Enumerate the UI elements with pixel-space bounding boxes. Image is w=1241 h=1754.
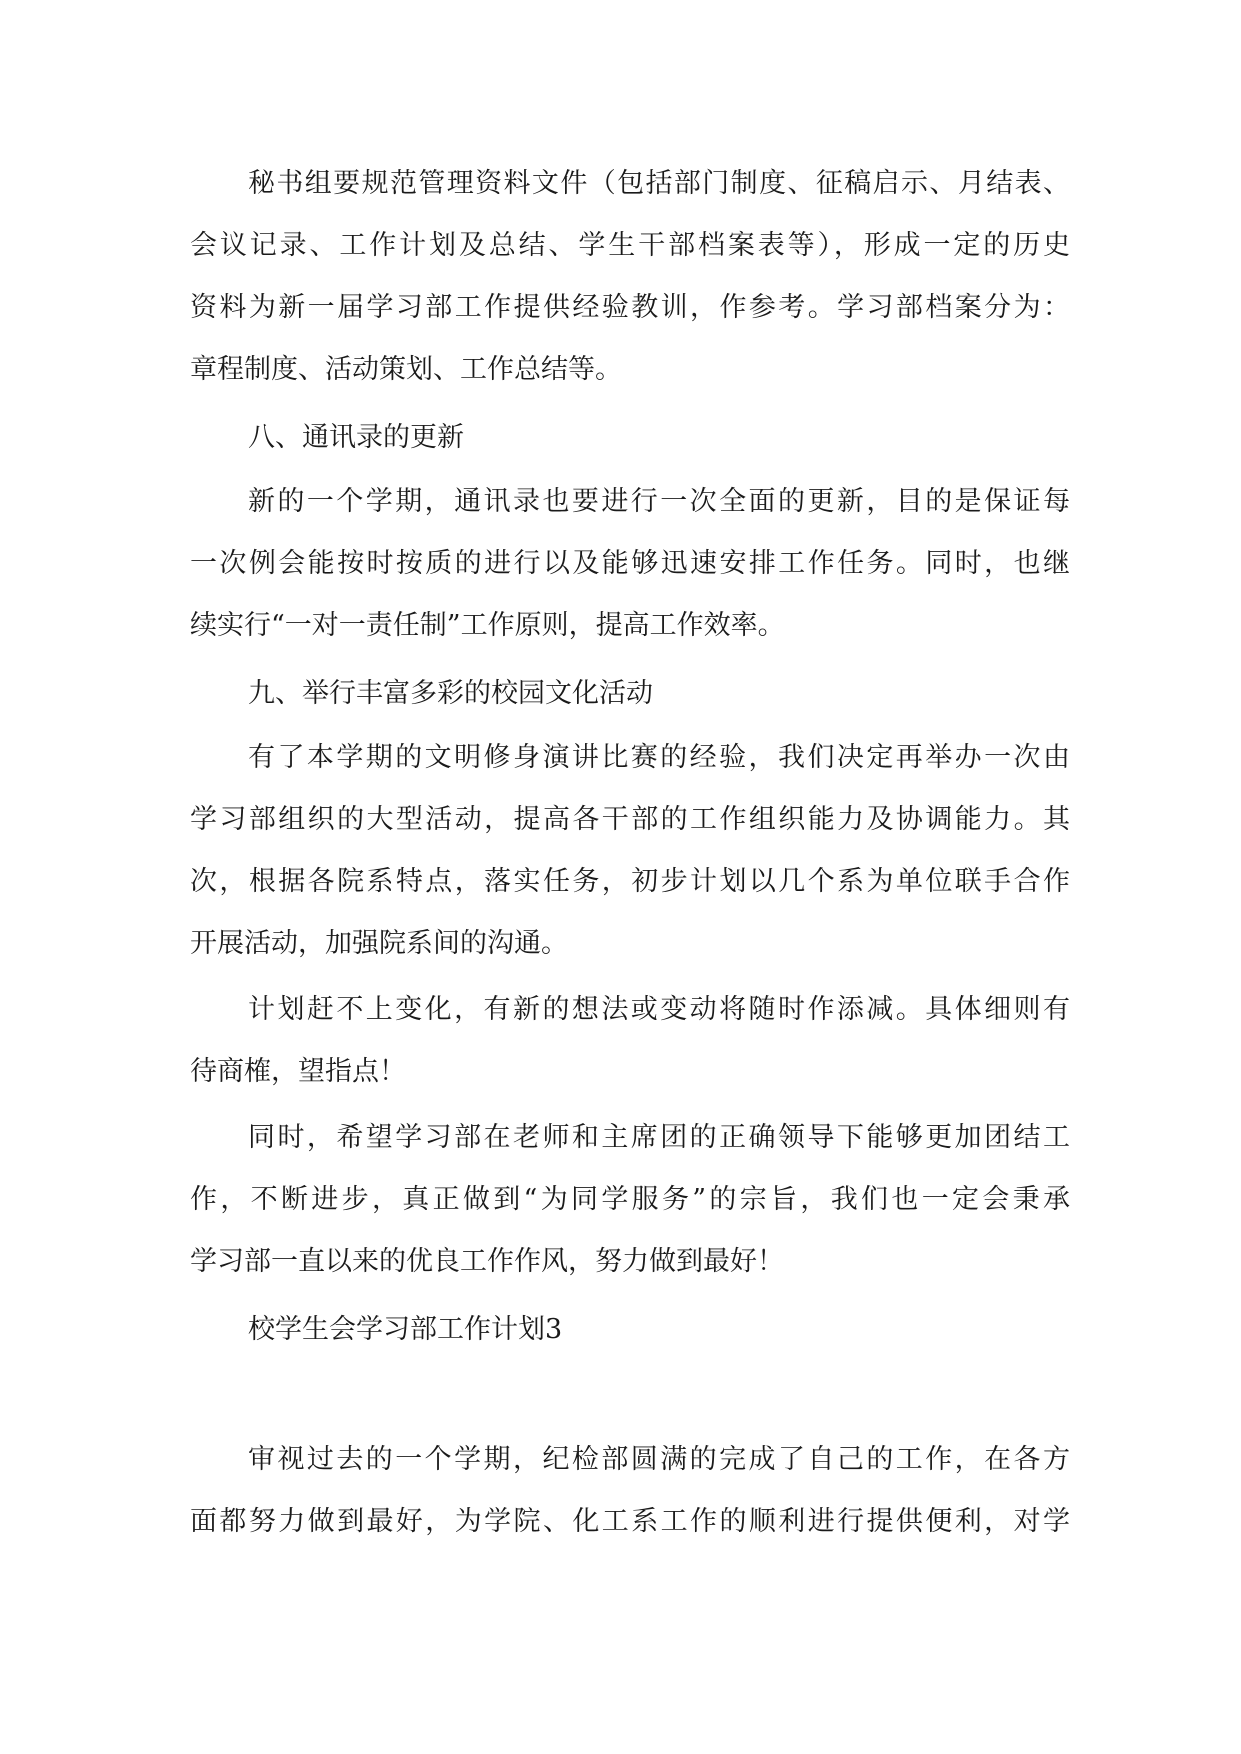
paragraph-review-line-2: 面都努力做到最好，为学院、化工系工作的顺利进行提供便利，对学 <box>190 1506 1070 1537</box>
paragraph-review-line-1: 审视过去的一个学期，纪检部圆满的完成了自己的工作，在各方 <box>248 1444 1070 1475</box>
paragraph-hope-line-1: 同时，希望学习部在老师和主席团的正确领导下能够更加团结工 <box>248 1122 1070 1153</box>
paragraph-hope-line-3: 学习部一直以来的优良工作作风，努力做到最好！ <box>190 1246 784 1277</box>
paragraph-changes-line-1: 计划赶不上变化，有新的想法或变动将随时作添减。具体细则有 <box>248 994 1070 1025</box>
paragraph-archive-line-2: 会议记录、工作计划及总结、学生干部档案表等），形成一定的历史 <box>190 230 1070 261</box>
section-heading-8: 八、通讯录的更新 <box>248 422 464 453</box>
paragraph-changes-line-2: 待商榷，望指点！ <box>190 1056 406 1087</box>
paragraph-contacts-line-3: 续实行“一对一责任制”工作原则，提高工作效率。 <box>190 610 785 641</box>
paragraph-hope-line-2: 作，不断进步，真正做到“为同学服务”的宗旨，我们也一定会秉承 <box>190 1184 1070 1215</box>
paragraph-contacts-line-1: 新的一个学期，通讯录也要进行一次全面的更新，目的是保证每 <box>248 486 1070 517</box>
plan-title-3: 校学生会学习部工作计划3 <box>248 1314 563 1345</box>
paragraph-activities-line-1: 有了本学期的文明修身演讲比赛的经验，我们决定再举办一次由 <box>248 742 1070 773</box>
paragraph-archive-line-1: 秘书组要规范管理资料文件（包括部门制度、征稿启示、月结表、 <box>248 168 1070 199</box>
paragraph-archive-line-3: 资料为新一届学习部工作提供经验教训，作参考。学习部档案分为： <box>190 292 1070 323</box>
paragraph-archive-line-4: 章程制度、活动策划、工作总结等。 <box>190 354 622 385</box>
section-heading-9: 九、举行丰富多彩的校园文化活动 <box>248 678 653 709</box>
paragraph-activities-line-3: 次，根据各院系特点，落实任务，初步计划以几个系为单位联手合作 <box>190 866 1070 897</box>
paragraph-activities-line-4: 开展活动，加强院系间的沟通。 <box>190 928 568 959</box>
paragraph-contacts-line-2: 一次例会能按时按质的进行以及能够迅速安排工作任务。同时，也继 <box>190 548 1070 579</box>
paragraph-activities-line-2: 学习部组织的大型活动，提高各干部的工作组织能力及协调能力。其 <box>190 804 1070 835</box>
